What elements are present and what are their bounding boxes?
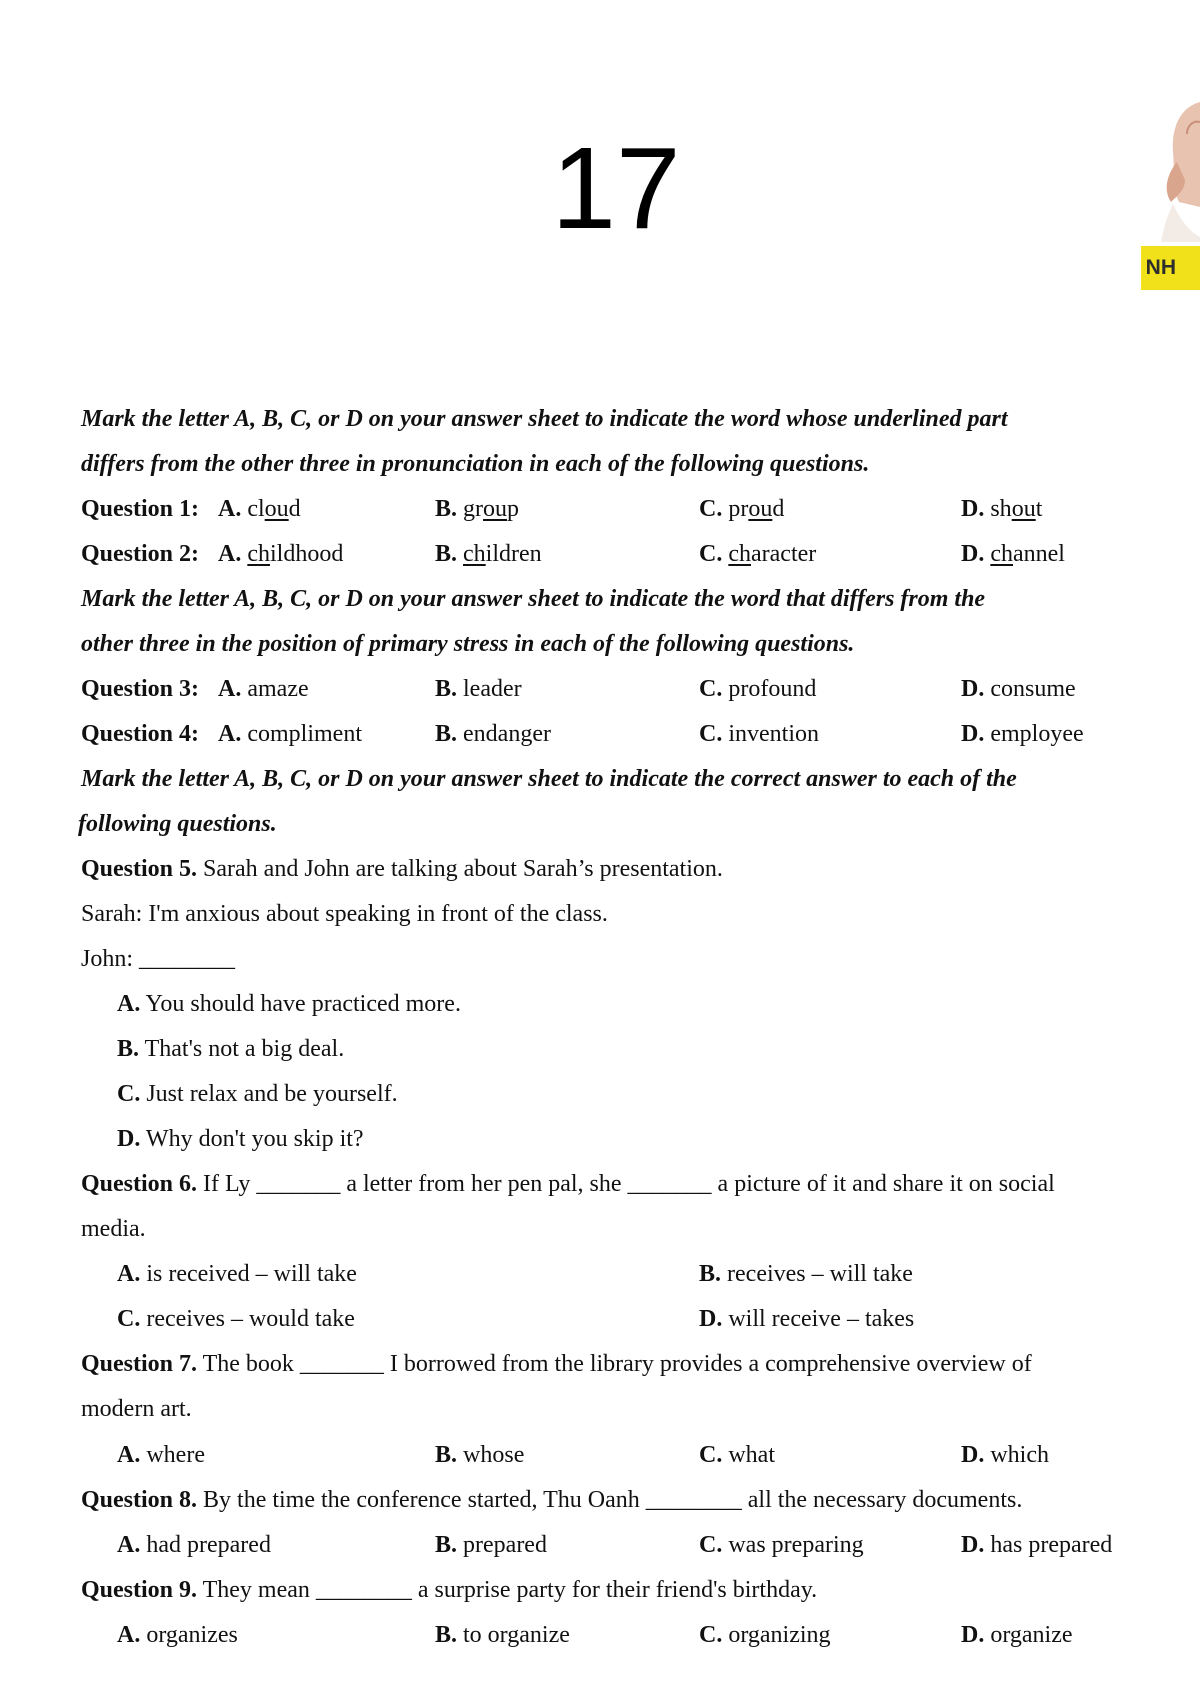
option-d: D. employee [961,721,1084,747]
option-a: A. amaze [218,676,309,702]
option-c: C. Just relax and be yourself. [117,1081,398,1107]
page-number: 17 [551,123,681,253]
option-b: B. children [435,541,542,567]
stress-instruction-cont: other three in the position of primary stress in each of the following questions. [81,631,855,657]
question-label: Question 9. [81,1577,198,1603]
question-label: Question 8. [81,1487,198,1513]
brand-banner [1141,246,1200,290]
option-d: D. Why don't you skip it? [117,1126,364,1152]
question-label: Question 4: [81,721,200,747]
option-c: C. character [699,541,817,567]
option-a: A. is received – will take [117,1261,357,1287]
question-label: Question 3: [81,676,200,702]
question-7-stem: Question 7. The book _______ I borrowed from the library provides a comprehensive overview of [81,1351,1032,1377]
question-3 [81,667,1161,711]
option-c: C. profound [699,676,817,702]
pronunciation-instruction: Mark the letter A, B, C, or D on your answer sheet to indicate the word whose underlined part [81,406,1008,432]
option-c: C. what [699,1442,775,1468]
correct-answer-instruction-cont: following questions. [78,811,277,837]
option-d: D. consume [961,676,1076,702]
option-a: A. cloud [218,496,301,522]
option-b: B. whose [435,1442,525,1468]
option-b: B. leader [435,676,522,702]
option-d: D. channel [961,541,1065,567]
question-4 [81,712,1161,756]
question-label: Question 5. [81,856,198,882]
option-a: A. You should have practiced more. [117,991,461,1017]
option-a: A. had prepared [117,1532,271,1558]
option-d: D. has prepared [961,1532,1113,1558]
option-c: C. proud [699,496,785,522]
question-8-stem: Question 8. By the time the conference started, Thu Oanh ________ all the necessary documents. [81,1487,1023,1513]
option-a: A. childhood [218,541,344,567]
option-b: B. prepared [435,1532,547,1558]
question-2 [81,532,1161,576]
question-9-options [117,1613,1157,1657]
question-6-options-row-2 [117,1297,1157,1341]
question-6-options-row-1 [117,1252,1157,1296]
option-b: B. That's not a big deal. [117,1036,345,1062]
option-d: D. will receive – takes [699,1306,915,1332]
correct-answer-instruction: Mark the letter A, B, C, or D on your answer sheet to indicate the correct answer to each of the [81,766,1017,792]
option-a: A. compliment [218,721,362,747]
pronunciation-instruction-cont: differs from the other three in pronunciation in each of the following questions. [81,451,870,477]
option-a: A. where [117,1442,205,1468]
dialogue-sarah: Sarah: I'm anxious about speaking in front of the class. [81,901,608,927]
option-d: D. organize [961,1622,1073,1648]
dialogue-john: John: ________ [81,946,236,972]
question-label: Question 2: [81,541,200,567]
option-b: B. to organize [435,1622,570,1648]
question-label: Question 1: [81,496,200,522]
option-c: C. was preparing [699,1532,864,1558]
question-6-stem: Question 6. If Ly _______ a letter from her pen pal, she _______ a picture of it and share it on social [81,1171,1055,1197]
question-label: Question 6. [81,1171,198,1197]
option-b: B. group [435,496,520,522]
brand-banner-text: NH [1145,256,1176,279]
question-8-options [117,1523,1157,1567]
option-b: B. endanger [435,721,551,747]
option-b: B. receives – will take [699,1261,913,1287]
stress-instruction: Mark the letter A, B, C, or D on your answer sheet to indicate the word that differs from the [81,586,986,612]
question-6-stem-cont: media. [81,1216,146,1242]
option-d: D. which [961,1442,1049,1468]
question-7-options [117,1433,1157,1477]
question-label: Question 7. [81,1351,198,1377]
option-d: D. shout [961,496,1043,522]
option-c: C. organizing [699,1622,831,1648]
option-a: A. organizes [117,1622,238,1648]
question-9-stem: Question 9. They mean ________ a surprise party for their friend's birthday. [81,1577,818,1603]
teacher-photo [1141,92,1200,242]
question-1 [81,487,1161,531]
option-c: C. receives – would take [117,1306,355,1332]
option-c: C. invention [699,721,819,747]
question-7-stem-cont: modern art. [81,1396,192,1422]
question-5-stem: Question 5. Sarah and John are talking about Sarah’s presentation. [81,856,723,882]
